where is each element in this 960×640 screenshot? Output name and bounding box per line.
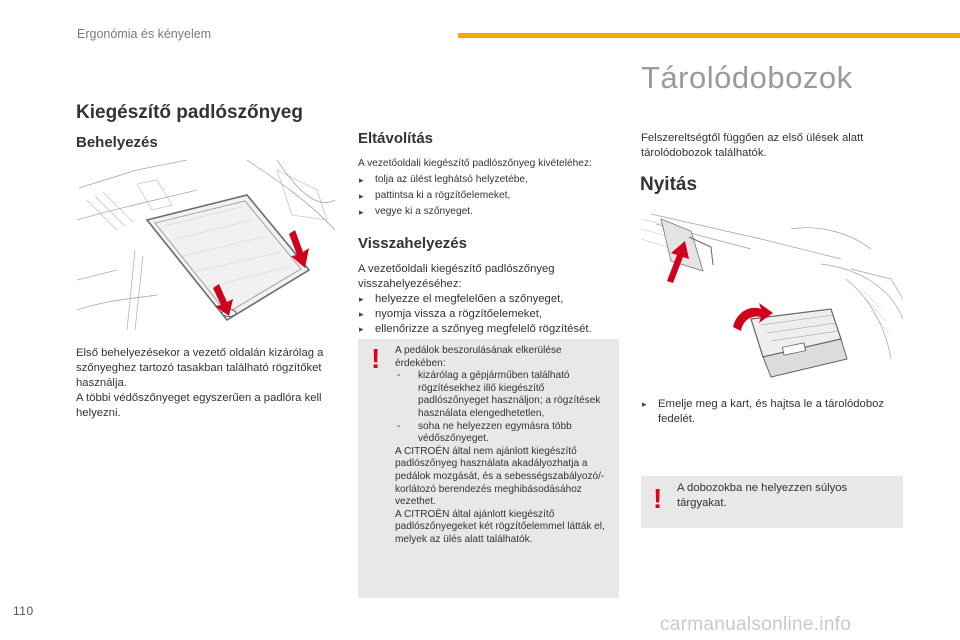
warning-intro: A pedálok beszorulásának elkerülése érdekében: — [395, 345, 562, 369]
list-item: ▸ vegye ki a szőnyeget. — [358, 204, 620, 220]
list-item: ▸ ellenőrizze a szőnyeg megfelelő rögzítését. — [358, 322, 620, 337]
list-item: ▸ tolja az ülést leghátsó helyzetébe, — [358, 172, 620, 188]
refit-text — [358, 262, 620, 337]
refit-intro: A vezetőoldali kiegészítő padlószőnyeg visszahelyezéséhez: — [358, 263, 555, 290]
warning-item: - kizárólag a gépjárműben található rögzítésekhez illő kiegészítő padlószőnyeget használjon; a rögzítések használata elengedhetetlen, — [395, 370, 613, 420]
storage-intro: Felszereltségtől függően az első ülések alatt tárolódobozok találhatók. — [641, 132, 864, 159]
page-number: 110 — [13, 604, 34, 618]
warning-icon: ! — [653, 483, 663, 514]
list-item: ▸ Emelje meg a kart, és hajtsa le a tárolódoboz fedelét. — [641, 397, 903, 427]
accessory-mat-title: Kiegészítő padlószőnyeg — [76, 102, 303, 123]
chapter-title: Ergonómia és kényelem — [77, 27, 212, 41]
removal-text — [358, 156, 620, 220]
removal-intro: A vezetőoldali kiegészítő padlószőnyeg kivételéhez: — [358, 158, 592, 169]
floor-mat-illustration — [77, 160, 335, 330]
pedal-warning-text — [395, 345, 613, 547]
storage-warning-box — [641, 476, 903, 528]
fitting-text — [76, 346, 338, 421]
storage-title: Tárolódobozok — [641, 60, 853, 95]
storage-box-illustration — [641, 209, 903, 379]
watermark: carmanualsonline.info — [660, 614, 852, 635]
fitting-title: Behelyezés — [76, 134, 158, 151]
removal-title: Eltávolítás — [358, 130, 434, 147]
opening-steps — [641, 397, 903, 427]
list-item: ▸ nyomja vissza a rögzítőelemeket, — [358, 307, 620, 322]
warning-item: - soha ne helyezzen egymásra több védőszőnyeget. — [395, 421, 613, 446]
list-item: ▸ pattintsa ki a rögzítőelemeket, — [358, 188, 620, 204]
storage-warning-text: A dobozokba ne helyezzen súlyos tárgyakat. — [677, 482, 848, 509]
fitting-paragraph-2: A többi védőszőnyeget egyszerűen a padlóra kell helyezni. — [76, 392, 322, 419]
opening-text — [641, 397, 903, 427]
opening-title: Nyitás — [640, 174, 698, 195]
header-accent-bar — [458, 33, 960, 38]
refit-steps — [358, 292, 620, 337]
fitting-paragraph-1: Első behelyezésekor a vezető oldalán kizárólag a szőnyeghez tartozó tasakban található rögzítőket használja. — [76, 347, 324, 389]
pedal-warning-box — [358, 339, 619, 598]
warning-icon: ! — [371, 343, 381, 374]
refit-title: Visszahelyezés — [358, 235, 467, 252]
removal-steps — [358, 172, 620, 220]
list-item: ▸ helyezze el megfelelően a szőnyeget, — [358, 292, 620, 307]
warning-paragraph-2: A CITROËN által ajánlott kiegészítő padlószőnyegeket két rögzítőelemmel látták el, melyek az ülés alatt találhatók. — [395, 508, 605, 545]
warning-paragraph-1: A CITROËN által nem ajánlott kiegészítő padlószőnyeg használata akadályozhatja a pedálok mozgását, és a sebességszabályozó/-korlátozó berendezés meghibásodásához vezethet. — [395, 445, 605, 508]
